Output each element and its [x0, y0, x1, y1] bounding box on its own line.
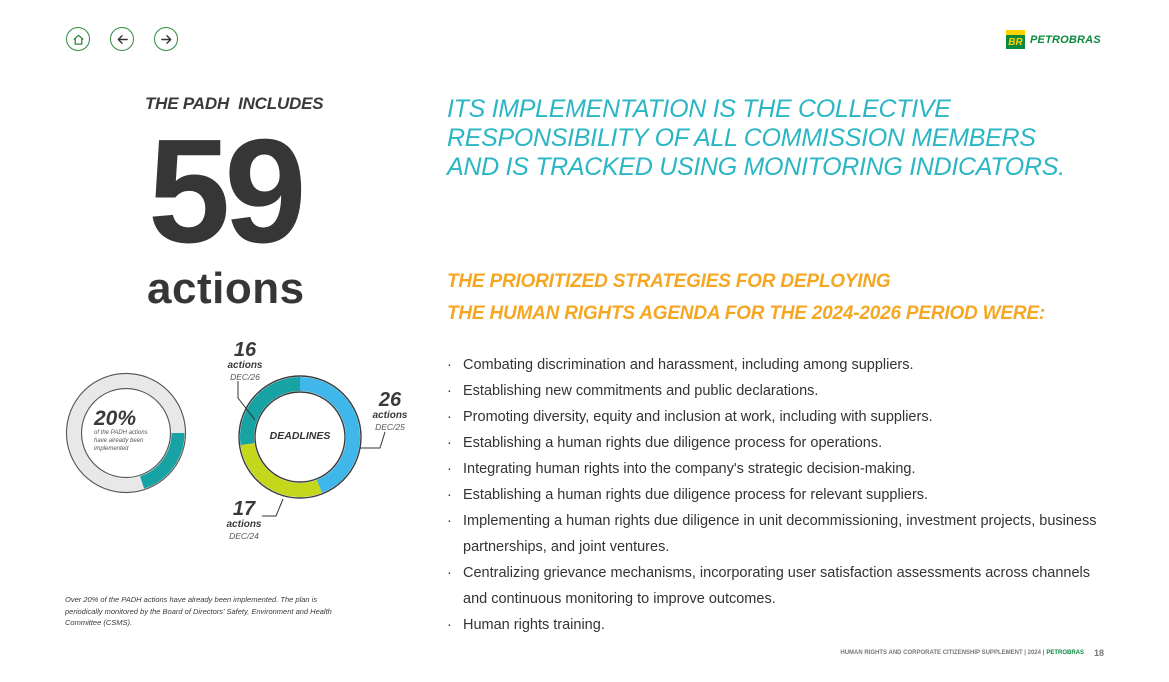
segment-unit: actions: [372, 410, 408, 421]
subheadline-line: THE PRIORITIZED STRATEGIES FOR DEPLOYING: [447, 271, 891, 292]
segment-count: 26: [378, 389, 402, 411]
subheadline-line: THE HUMAN RIGHTS AGENDA FOR THE 2024-2026 PERIOD WERE:: [447, 303, 1045, 324]
list-item: · Integrating human rights into the company's strategic decision-making.: [447, 456, 1097, 482]
segment-unit: actions: [226, 519, 262, 530]
list-item: · Promoting diversity, equity and inclusion at work, including with suppliers.: [447, 404, 1097, 430]
deadlines-center-label: DEADLINES: [269, 430, 331, 442]
actions-count: 59: [148, 109, 301, 274]
list-item: · Human rights training.: [447, 612, 1097, 638]
headline-line: ITS IMPLEMENTATION IS THE COLLECTIVE: [447, 95, 951, 123]
leader-line-dec26: [238, 381, 255, 420]
segment-deadline: DEC/25: [375, 421, 405, 432]
leader-line-dec25: [360, 432, 385, 448]
subheadline: [447, 266, 1045, 330]
headline-line: RESPONSIBILITY OF ALL COMMISSION MEMBERS: [447, 124, 1036, 152]
headline: [447, 95, 1067, 182]
segment-label-dec25: [367, 390, 413, 432]
padh-title: THE PADH INCLUDES: [145, 94, 324, 113]
logo-text: PETROBRAS: [1030, 33, 1101, 46]
segment-unit: actions: [227, 360, 263, 371]
footnote: Over 20% of the PADH actions have already been implemented. The plan is periodically monitored by the Board of Directors' Safety, Environment and Health Committee (CSMS).: [65, 595, 332, 628]
list-item: · Establishing a human rights due diligence process for relevant suppliers.: [447, 482, 1097, 508]
footer-brand: PETROBRAS: [1046, 650, 1084, 656]
segment-label-dec24: [221, 499, 267, 541]
list-item: · Combating discrimination and harassment, including among suppliers.: [447, 352, 1097, 378]
progress-percent: 20%: [94, 407, 137, 430]
page-number: 18: [1093, 648, 1104, 658]
list-item: · Establishing new commitments and public declarations.: [447, 378, 1097, 404]
page-footer: [840, 648, 1104, 658]
segment-label-dec26: [222, 340, 268, 382]
segment-deadline: DEC/24: [229, 530, 259, 541]
br-logo-mark: BR: [1006, 30, 1025, 49]
segment-count: 16: [233, 339, 257, 361]
list-item: · Establishing a human rights due diligence process for operations.: [447, 430, 1097, 456]
strategy-list: [447, 352, 1097, 638]
list-item: · Centralizing grievance mechanisms, incorporating user satisfaction assessments across channels and continuous monitoring to improve outcomes.: [447, 560, 1097, 612]
actions-label: actions: [147, 264, 305, 313]
headline-line: AND IS TRACKED USING MONITORING INDICATORS.: [447, 153, 1065, 181]
segment-count: 17: [232, 498, 256, 520]
progress-caption: of the PADH actions have already been implemented: [94, 430, 148, 452]
list-item: · Implementing a human rights due diligence in unit decommissioning, investment projects, business partnerships, and joint ventures.: [447, 508, 1097, 560]
segment-deadline: DEC/26: [230, 371, 260, 382]
footer-text: HUMAN RIGHTS AND CORPORATE CITIZENSHIP SUPPLEMENT | 2024 |: [840, 650, 1045, 656]
